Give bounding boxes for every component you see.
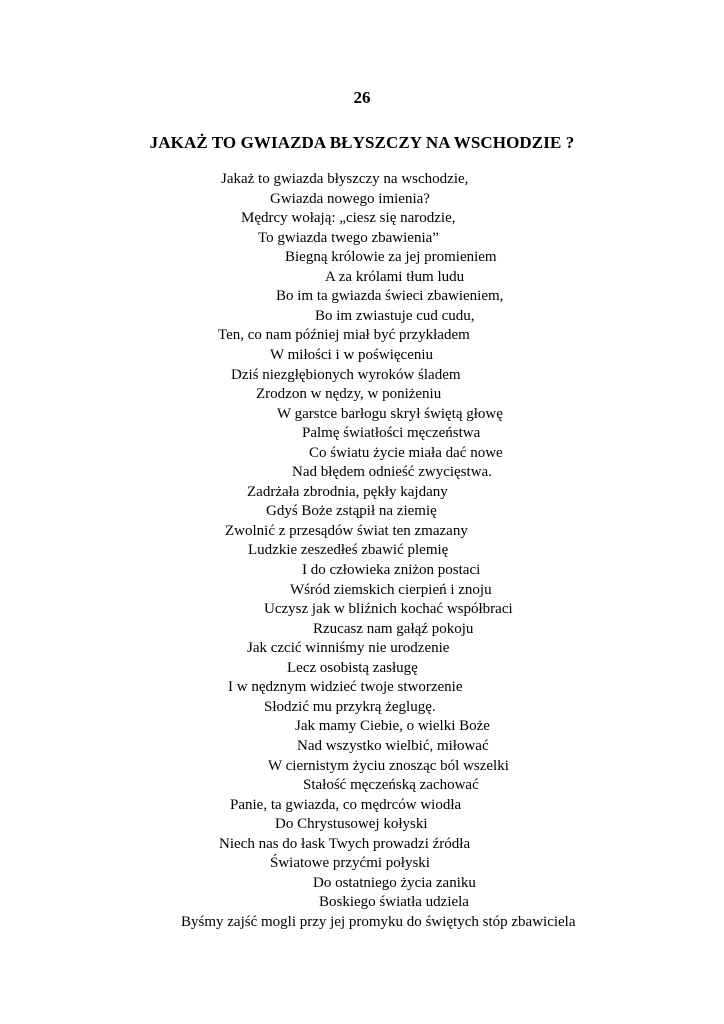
poem-line: Panie, ta gwiazda, co mędrców wiodła	[230, 796, 462, 813]
poem-line: Boskiego światła udziela	[319, 894, 469, 911]
poem-line: Lecz osobistą zasługę	[287, 659, 418, 676]
poem-line: Rzucasz nam gałąź pokoju	[313, 620, 474, 637]
poem-line: Gdyś Boże zstąpił na ziemię	[266, 503, 437, 520]
poem-line: Byśmy zajść mogli przy jej promyku do świętych stóp zbawiciela	[181, 913, 576, 930]
poem-line: Niech nas do łask Twych prowadzi źródła	[219, 835, 471, 852]
poem-line: Ten, co nam później miał być przykładem	[218, 327, 470, 344]
poem-line: Jak czcić winniśmy nie urodzenie	[247, 640, 450, 657]
poem-line: A za królami tłum ludu	[325, 268, 465, 285]
poem-line: Zwolnić z przesądów świat ten zmazany	[225, 522, 468, 539]
poem-line: Światowe przyćmi połyski	[270, 855, 430, 872]
poem-line: Do ostatniego życia zaniku	[313, 874, 476, 891]
poem-line: Co światu życie miała dać nowe	[309, 444, 503, 461]
page-number: 26	[353, 88, 371, 107]
poem-line: Nad błędem odnieść zwycięstwa.	[292, 464, 492, 481]
poem-line: Jakaż to gwiazda błyszczy na wschodzie,	[221, 171, 469, 187]
poem-line: W garstce barłogu skrył świętą głowę	[277, 405, 503, 422]
poem-line: Biegną królowie za jej promieniem	[285, 249, 497, 266]
poem-line: Ludzkie zeszedłeś zbawić plemię	[248, 542, 449, 559]
poem-line: Dziś niezgłębionych wyroków śladem	[231, 366, 461, 383]
poem-line: Bo im ta gwiazda świeci zbawieniem,	[276, 288, 504, 305]
poem-line: I w nędznym widzieć twoje stworzenie	[228, 679, 463, 696]
poem-line: Nad wszystko wielbić, miłować	[297, 737, 489, 754]
poem-line: Wśród ziemskich cierpień i znoju	[290, 581, 492, 598]
poem-line: Mędrcy wołają: „ciesz się narodzie,	[241, 210, 456, 227]
poem-line: To gwiazda twego zbawienia”	[258, 229, 439, 246]
poem-title: JAKAŻ TO GWIAZDA BŁYSZCZY NA WSCHODZIE ?	[149, 133, 575, 152]
poem-line: W ciernistym życiu znosząc ból wszelki	[268, 757, 509, 774]
poem-line: Bo im zwiastuje cud cudu,	[315, 307, 475, 324]
poem-line: Uczysz jak w bliźnich kochać współbraci	[264, 601, 513, 618]
poem-line: Do Chrystusowej kołyski	[275, 816, 428, 833]
poem-line: Jak mamy Ciebie, o wielki Boże	[295, 718, 490, 735]
poem-line: Zadrżała zbrodnia, pękły kajdany	[247, 483, 448, 500]
poem-line: Słodzić mu przykrą żeglugę.	[264, 698, 436, 715]
poem-line: W miłości i w poświęceniu	[270, 346, 434, 363]
poem-line: I do człowieka zniżon postaci	[302, 562, 481, 578]
poem-line: Gwiazda nowego imienia?	[270, 190, 430, 207]
poem-line: Zrodzon w nędzy, w poniżeniu	[256, 386, 442, 403]
poem-line: Palmę światłości męczeństwa	[302, 425, 481, 442]
poem-line: Stałość męczeńską zachować	[303, 777, 479, 794]
